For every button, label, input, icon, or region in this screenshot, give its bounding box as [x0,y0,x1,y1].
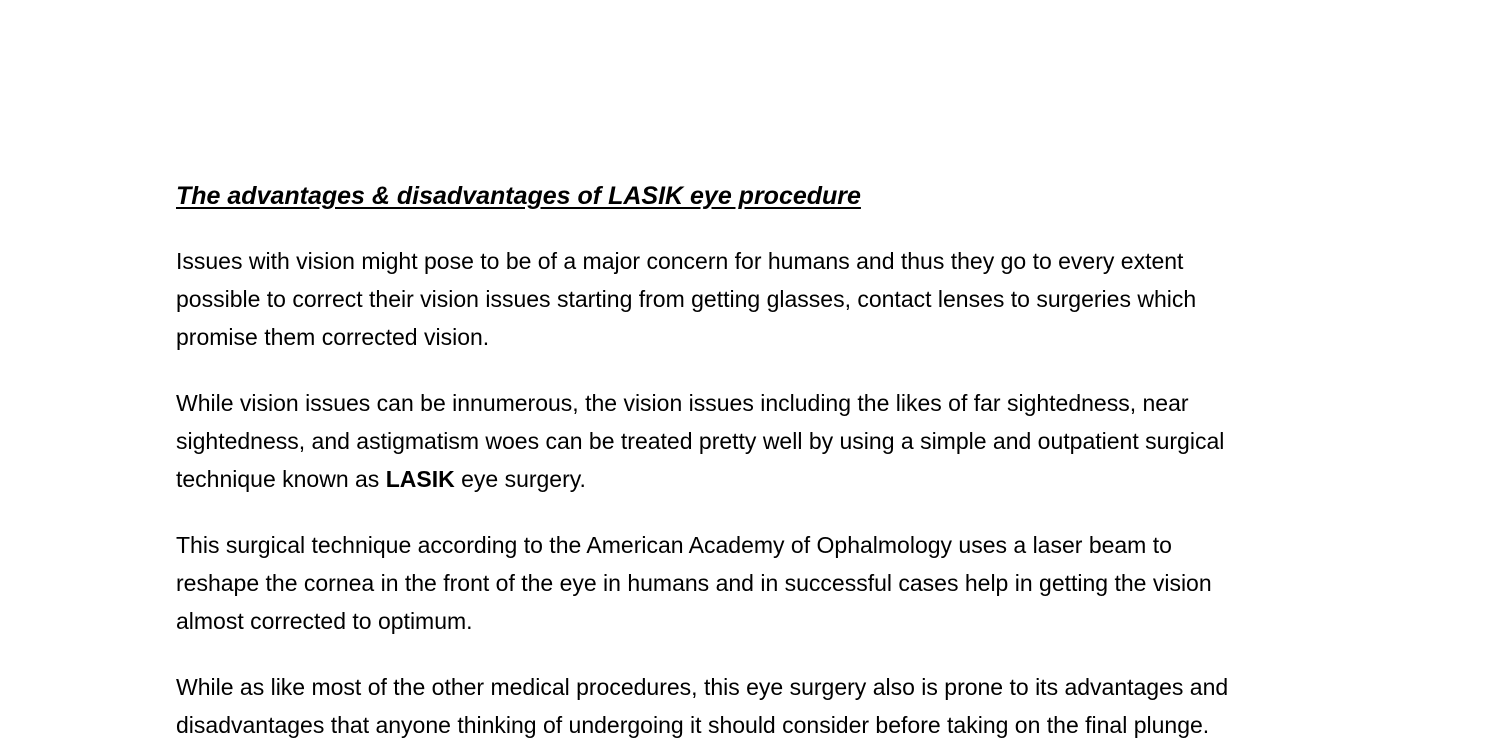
text-line [176,318,1460,356]
document-title: The advantages & disadvantages of LASIK eye procedure [176,182,861,210]
text-line [176,668,1460,706]
paragraph [176,526,1460,640]
text-run: While as like most of the other medical procedures, this eye surgery also is prone to its advantages and [176,674,1229,700]
text-line [176,706,1460,744]
paragraph [176,242,1460,356]
text-run: Issues with vision might pose to be of a major concern for humans and thus they go to every extent [176,248,1184,274]
text-line [176,526,1460,564]
paragraph [176,384,1460,498]
text-run: eye surgery. [454,466,586,492]
text-line [176,280,1460,318]
text-line [176,564,1460,602]
text-run: possible to correct their vision issues starting from getting glasses, contact lenses to surgeries which [176,286,1197,312]
text-run: almost corrected to optimum. [176,608,473,634]
text-run: sightedness, and astigmatism woes can be treated pretty well by using a simple and outpatient surgical [176,428,1225,454]
text-run: disadvantages that anyone thinking of undergoing it should consider before taking on the final plunge. [176,712,1210,738]
text-run: While vision issues can be innumerous, the vision issues including the likes of far sightedness, near [176,390,1189,416]
text-run: promise them corrected vision. [176,324,490,350]
text-line [176,422,1460,460]
text-line [176,460,1460,498]
bold-text-run: LASIK [385,466,455,492]
text-line [176,602,1460,640]
text-run: reshape the cornea in the front of the eye in humans and in successful cases help in getting the vision [176,570,1212,596]
text-run: This surgical technique according to the American Academy of Ophalmology uses a laser beam to [176,532,1172,558]
text-line [176,384,1460,422]
text-run: technique known as [176,466,386,492]
text-line [176,242,1460,280]
document-body [176,242,1460,744]
paragraph [176,668,1460,744]
